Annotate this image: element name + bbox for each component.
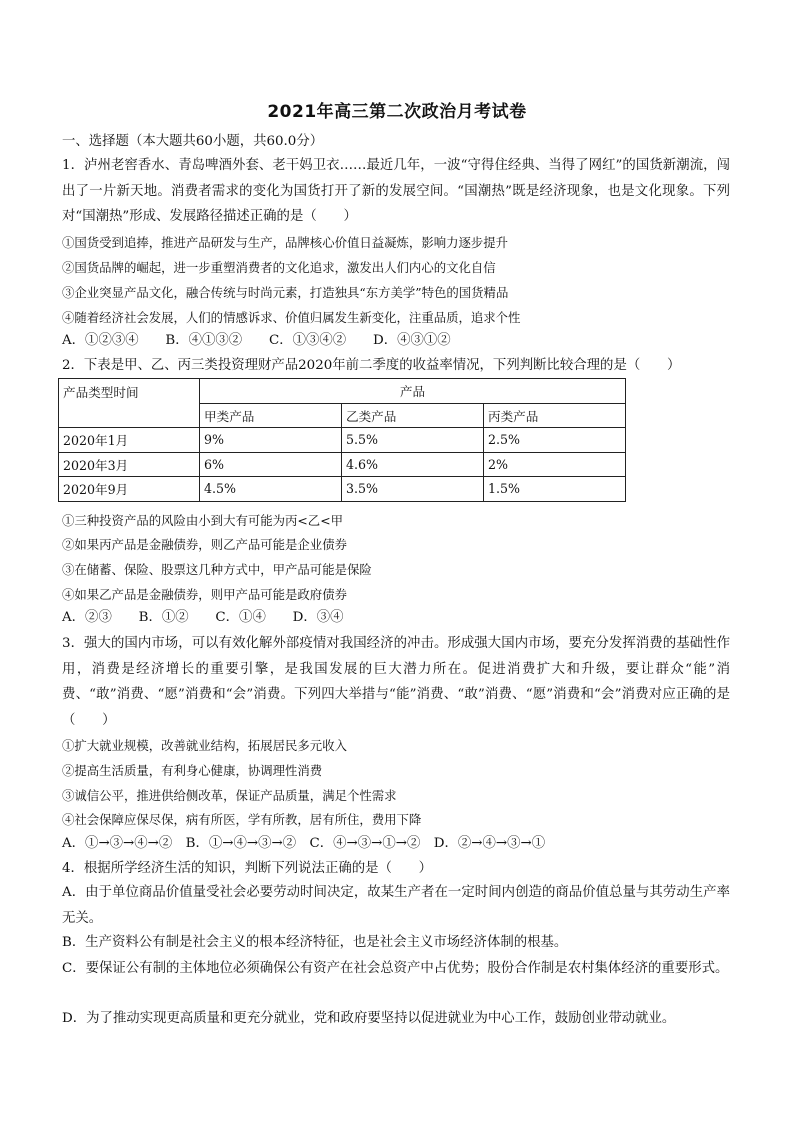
question-3-item-4: ④社会保障应保尽保，病有所医，学有所教，居有所住，费用下降 [62, 812, 422, 827]
table-cell: 3.5% [341, 477, 483, 502]
question-3-item-3: ③诚信公平，推进供给侧改革，保证产品质量，满足个性需求 [62, 788, 397, 803]
question-4-option-a: A．由于单位商品价值量受社会必要劳动时间决定，故某生产者在一定时间内创造的商品价值总量与其劳动生产率无关。 [62, 885, 730, 926]
question-4-option-b: B．生产资料公有制是社会主义的根本经济特征，也是社会主义市场经济体制的根基。 [62, 935, 568, 950]
returns-table [58, 378, 626, 502]
question-1-options: A．①②③④ B．④①③② C．①③④② D．④③①② [62, 333, 451, 348]
table-cell: 9% [200, 428, 342, 453]
table-header-row [59, 379, 626, 404]
question-4-option-c: C．要保证公有制的主体地位必须确保公有资产在社会总资产中占优势；股份合作制是农村集体经济的重要形式。 [62, 961, 729, 976]
question-2-item-3: ③在储蓄、保险、股票这几种方式中，甲产品可能是保险 [62, 562, 372, 577]
question-1-item-3: ③企业突显产品文化，融合传统与时尚元素，打造独具“东方美学”特色的国货精品 [62, 285, 509, 300]
question-1-item-1: ①国货受到追捧，推进产品研发与生产，品牌核心价值日益凝炼，影响力逐步提升 [62, 235, 509, 250]
table-column-header: 甲类产品 [200, 403, 342, 428]
section-heading: 一、选择题（本大题共60小题，共60.0分） [62, 134, 324, 149]
question-3-options: A．①→③→④→② B．①→④→③→② C．④→③→①→② D．②→④→③→① [62, 836, 546, 851]
question-4-option-d: D．为了推动实现更高质量和更充分就业，党和政府要坚持以促进就业为中心工作，鼓励创业带动就业。 [62, 1011, 676, 1026]
table-cell: 6% [200, 452, 342, 477]
table-row [59, 452, 626, 477]
question-3-item-2: ②提高生活质量，有利身心健康，协调理性消费 [62, 763, 323, 778]
table-cell: 2.5% [483, 428, 625, 453]
table-row [59, 477, 626, 502]
table-header-product: 产品 [200, 379, 626, 404]
table-cell-time: 2020年3月 [59, 452, 200, 477]
question-2-item-4: ④如果乙产品是金融债券，则甲产品可能是政府债券 [62, 587, 347, 602]
question-3-item-1: ①扩大就业规模，改善就业结构，拓展居民多元收入 [62, 738, 347, 753]
table-cell: 2% [483, 452, 625, 477]
table-column-header: 丙类产品 [483, 403, 625, 428]
question-3-stem: 3．强大的国内市场，可以有效化解外部疫情对我国经济的冲击。形成强大国内市场，要充分发挥消费的基础性作用，消费是经济增长的重要引擎，是我国发展的巨大潜力所在。促进消费扩大和升级，要让群众“能”消费、“敢”消费、“愿”消费和“会”消费。下列四大举措与“能”消费、“敢”消费、“愿”消费和“会”消费对应正确的是（ ） [62, 636, 730, 728]
table-row [59, 428, 626, 453]
question-1-item-4: ④随着经济社会发展，人们的情感诉求、价值归属发生新变化，注重品质，追求个性 [62, 310, 521, 325]
table-cell: 4.5% [200, 477, 342, 502]
question-1-stem: 1．泸州老窖香水、青岛啤酒外套、老干妈卫衣……最近几年，一波“守得住经典、当得了网红”的国货新潮流，闯出了一片新天地。消费者需求的变化为国货打开了新的发展空间。“国潮热”既是经济现象，也是文化现象。下列对“国潮热”形成、发展路径描述正确的是（ ） [62, 158, 730, 224]
table-header-time-type: 产品类型时间 [59, 379, 200, 428]
question-2-item-1: ①三种投资产品的风险由小到大有可能为丙<乙<甲 [62, 513, 343, 528]
table-cell: 5.5% [341, 428, 483, 453]
question-1-item-2: ②国货品牌的崛起，进一步重塑消费者的文化追求，激发出人们内心的文化自信 [62, 260, 496, 275]
exam-title: 2021年高三第二次政治月考试卷 [267, 102, 527, 122]
question-4-stem: 4．根据所学经济生活的知识，判断下列说法正确的是（ ） [62, 861, 433, 876]
table-cell: 1.5% [483, 477, 625, 502]
table-cell-time: 2020年9月 [59, 477, 200, 502]
table-column-header: 乙类产品 [341, 403, 483, 428]
question-2-item-2: ②如果丙产品是金融债券，则乙产品可能是企业债券 [62, 537, 347, 552]
table-cell-time: 2020年1月 [59, 428, 200, 453]
table-cell: 4.6% [341, 452, 483, 477]
question-2-stem: 2．下表是甲、乙、丙三类投资理财产品2020年前二季度的收益率情况，下列判断比较合理的是（ ） [62, 358, 681, 373]
question-2-options: A．②③ B．①② C．①④ D．③④ [62, 610, 344, 625]
